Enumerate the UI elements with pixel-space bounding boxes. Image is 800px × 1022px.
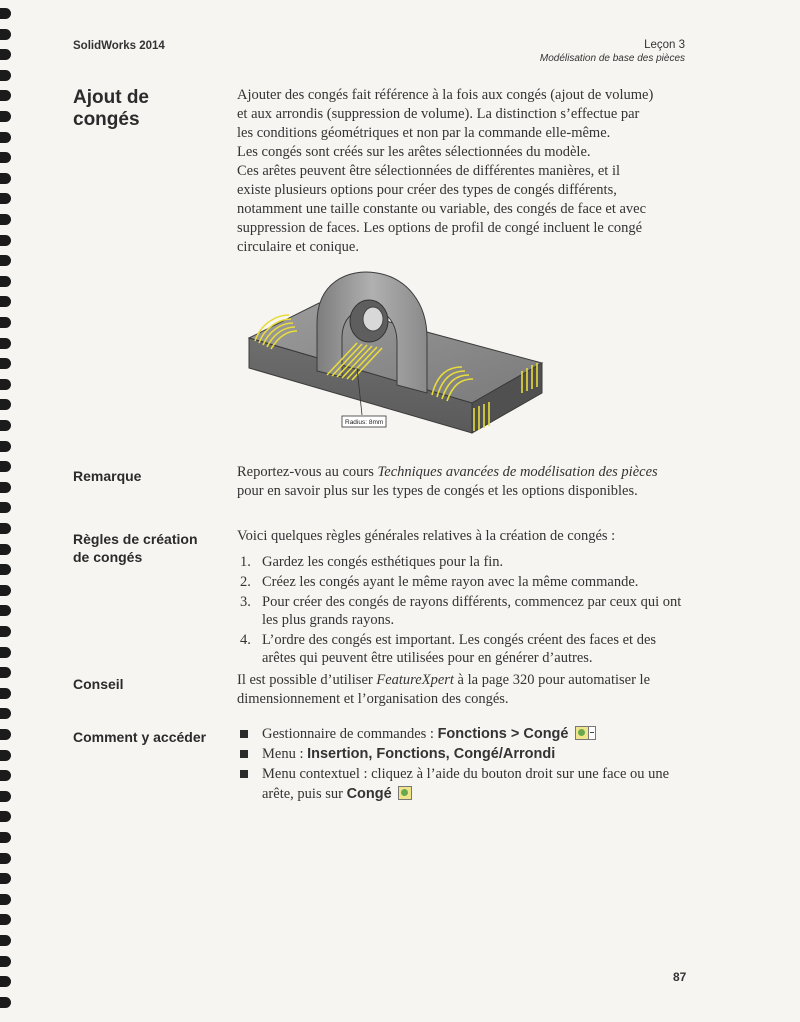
binding-ring (0, 70, 11, 81)
binding-ring (0, 935, 11, 946)
lesson-number: Leçon 3 (644, 39, 685, 51)
binding-ring (0, 111, 11, 122)
binding-ring (0, 770, 11, 781)
intro-line: suppression de faces. Les options de profil de congé incluent le congé (237, 220, 643, 236)
list-text: Gardez les congés esthétiques pour la fin. (262, 554, 504, 570)
binding-ring (0, 235, 11, 246)
list-item (240, 593, 690, 629)
list-number: 3. (240, 594, 251, 610)
list-item (240, 553, 690, 571)
regles-label (73, 530, 198, 566)
fillet-feature-icon (398, 786, 412, 800)
acces-text: Gestionnaire de commandes : (262, 726, 438, 742)
featurexpert-reference: FeatureXpert (376, 672, 454, 688)
binding-ring (0, 90, 11, 101)
acces-list (240, 724, 700, 804)
regles-label-line1: Règles de création (73, 531, 198, 547)
binding-ring (0, 358, 11, 369)
list-text: Créez les congés ayant le même rayon avec la même commande. (262, 574, 639, 590)
list-item (240, 724, 700, 744)
binding-ring (0, 8, 11, 19)
binding-ring (0, 544, 11, 555)
binding-ring (0, 173, 11, 184)
acces-label: Comment y accéder (73, 729, 207, 745)
radius-callout-label: Radius: 8mm (345, 419, 384, 426)
binding-ring (0, 441, 11, 452)
list-number: 1. (240, 554, 251, 570)
context-command: Congé (346, 786, 392, 802)
binding-ring (0, 729, 11, 740)
intro-line: existe plusieurs options pour créer des types de congés différents, (237, 182, 617, 198)
remarque-text-part: pour en savoir plus sur les types de congés et les options disponibles. (237, 483, 638, 499)
acces-text: Menu contextuel : cliquez à l’aide du bouton droit sur une face ou une arête, puis sur (262, 766, 670, 802)
binding-ring (0, 688, 11, 699)
binding-ring (0, 997, 11, 1008)
list-item (240, 744, 700, 764)
list-text: Pour créer des congés de rayons différents, commencez par ceux qui ont les plus grands rayons. (262, 594, 682, 628)
intro-line: notamment une taille constante ou variable, des congés de face et avec (237, 201, 647, 217)
bullet-square-icon (240, 770, 248, 778)
binding-ring (0, 873, 11, 884)
binding-ring (0, 811, 11, 822)
page-number: 87 (673, 970, 687, 984)
regles-list (240, 553, 690, 669)
remarque-text (237, 463, 687, 501)
list-item (240, 573, 690, 591)
binding-ring (0, 523, 11, 534)
binding-ring (0, 255, 11, 266)
binding-ring (0, 420, 11, 431)
flyout-arrow-icon (589, 726, 596, 740)
binding-ring (0, 708, 11, 719)
binding-ring (0, 296, 11, 307)
running-header-book: SolidWorks 2014 (73, 40, 165, 52)
binding-ring (0, 564, 11, 575)
binding-ring (0, 461, 11, 472)
conseil-text-part: à la page 320 pour automatiser le dimensionnement et l’organisation des congés. (237, 672, 651, 707)
intro-line: Ajouter des congés fait référence à la fois aux congés (ajout de volume) (237, 87, 654, 103)
bullet-square-icon (240, 730, 248, 738)
remarque-label: Remarque (73, 468, 142, 484)
intro-line: les conditions géométriques et non par la commande elle-même. (237, 125, 611, 141)
list-number: 2. (240, 574, 251, 590)
binding-ring (0, 626, 11, 637)
regles-label-line2: de congés (73, 549, 143, 565)
binding-ring (0, 399, 11, 410)
binding-ring (0, 482, 11, 493)
command-path: Fonctions > Congé (437, 726, 569, 742)
binding-ring (0, 585, 11, 596)
binding-ring (0, 152, 11, 163)
binding-ring (0, 502, 11, 513)
binding-ring (0, 605, 11, 616)
binding-ring (0, 317, 11, 328)
running-header-lesson (540, 38, 685, 66)
remarque-course-title: Techniques avancées de modélisation des pièces (377, 464, 658, 480)
list-number: 4. (240, 632, 251, 648)
list-item (240, 764, 700, 804)
binding-ring (0, 379, 11, 390)
intro-paragraph (237, 86, 687, 257)
intro-line: circulaire et conique. (237, 239, 359, 255)
spiral-binding (0, 0, 14, 1022)
conseil-text-part: Il est possible d’utiliser (237, 672, 377, 688)
binding-ring (0, 276, 11, 287)
intro-line: Ces arêtes peuvent être sélectionnées de différentes manières, et il (237, 163, 621, 179)
filleted-part-figure (237, 263, 557, 453)
section-title-line2: congés (73, 109, 140, 130)
binding-ring (0, 338, 11, 349)
menu-path: Insertion, Fonctions, Congé/Arrondi (307, 746, 556, 762)
binding-ring (0, 832, 11, 843)
binding-ring (0, 647, 11, 658)
intro-line: Les congés sont créés sur les arêtes sélectionnées du modèle. (237, 144, 591, 160)
section-title (73, 87, 149, 131)
binding-ring (0, 214, 11, 225)
binding-ring (0, 791, 11, 802)
binding-ring (0, 914, 11, 925)
conseil-text (237, 671, 687, 709)
binding-ring (0, 29, 11, 40)
acces-text: Menu : (262, 746, 308, 762)
binding-ring (0, 894, 11, 905)
binding-ring (0, 193, 11, 204)
bullet-square-icon (240, 750, 248, 758)
fillet-feature-icon (575, 726, 589, 740)
binding-ring (0, 976, 11, 987)
intro-line: et aux arrondis (suppression de volume). La distinction s’effectue par (237, 106, 640, 122)
binding-ring (0, 750, 11, 761)
list-item (240, 631, 690, 667)
remarque-text-part: Reportez-vous au cours (237, 464, 378, 480)
lug-hole-inner (363, 307, 383, 331)
list-text: L’ordre des congés est important. Les congés créent des faces et des arêtes qui peuvent être utilisées pour en générer d’autres. (262, 632, 657, 666)
conseil-label: Conseil (73, 676, 124, 692)
binding-ring (0, 667, 11, 678)
section-title-line1: Ajout de (73, 87, 149, 108)
binding-ring (0, 132, 11, 143)
binding-ring (0, 956, 11, 967)
lesson-title: Modélisation de base des pièces (539, 53, 685, 64)
regles-intro: Voici quelques règles générales relatives à la création de congés : (237, 528, 616, 544)
binding-ring (0, 853, 11, 864)
binding-ring (0, 49, 11, 60)
